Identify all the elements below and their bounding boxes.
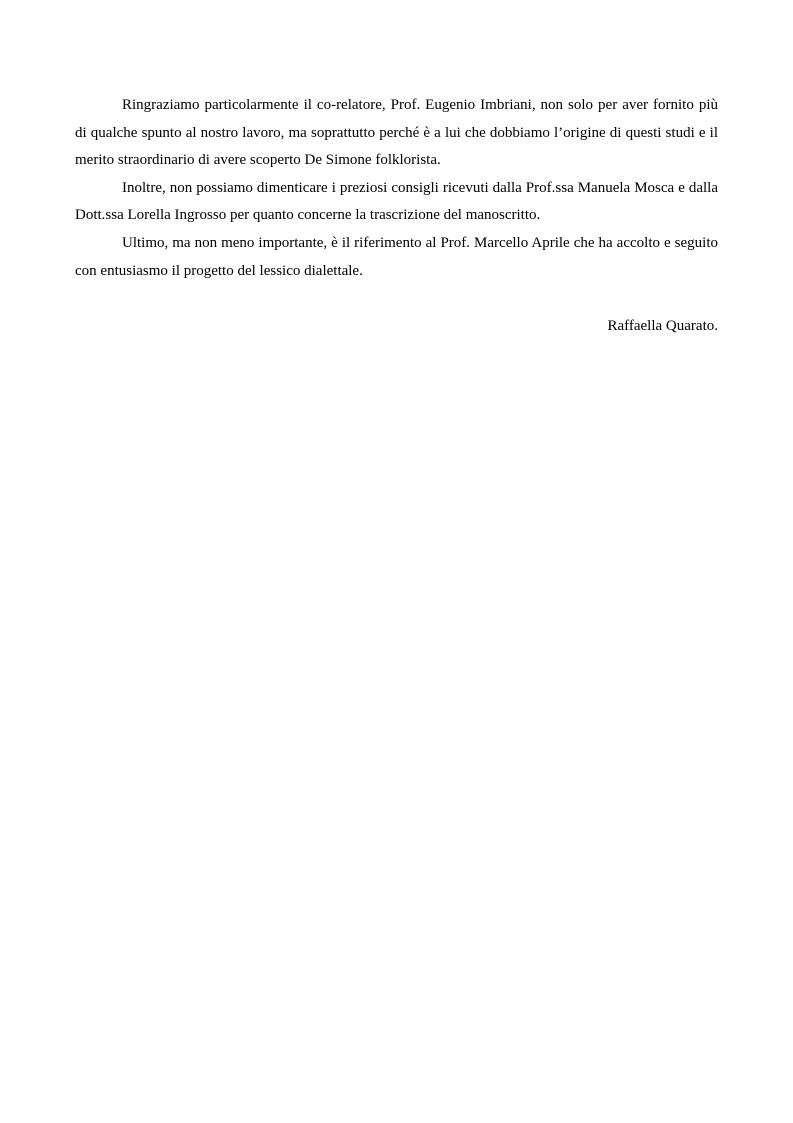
- acknowledgements-text: [75, 92, 718, 285]
- author-signature: Raffaella Quarato.: [607, 318, 718, 334]
- paragraph-thanks-aprile: Ultimo, ma non meno importante, è il riferimento al Prof. Marcello Aprile che ha accolto e seguito con entusiasmo il progetto del lessico dialettale.: [75, 234, 718, 279]
- paragraph-thanks-advisors: Inoltre, non possiamo dimenticare i preziosi consigli ricevuti dalla Prof.ssa Manuela Mosca e dalla Dott.ssa Lorella Ingrosso per quanto concerne la trascrizione del manoscritto.: [75, 179, 718, 224]
- paragraph-thanks-co-relatore: Ringraziamo particolarmente il co-relatore, Prof. Eugenio Imbriani, non solo per aver fornito più di qualche spunto al nostro lavoro, ma soprattutto perché è a lui che dobbiamo l’origine di questi studi e il merito straordinario di avere scoperto De Simone folklorista.: [75, 97, 718, 169]
